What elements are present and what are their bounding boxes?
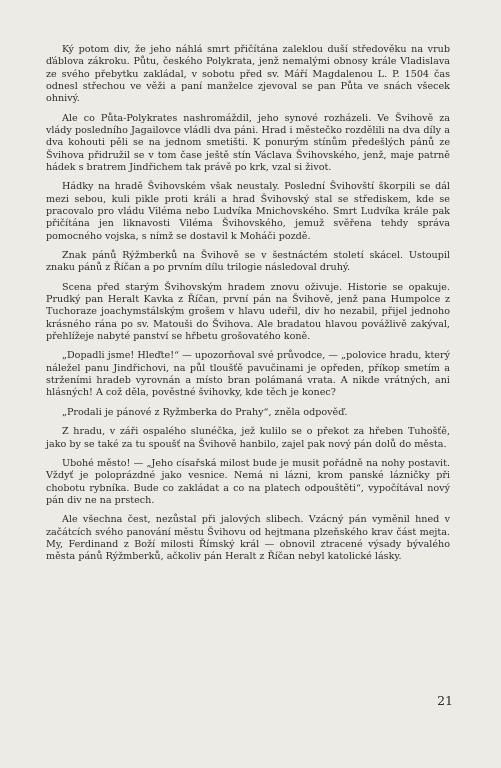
paragraph-1: Ký potom div, že jeho náhlá smrt přičítána zaleklou duší středověku na vrub ďáblova zákroku. Půtu, českého Polykrata, jenž nemalými obnosy krále Vladislava ze svého přebytku zakládal, v sobotu před sv. Máří Magdalenou L. P. 1504 čas odnesl střechou ve věži a paní manželce zjevoval se pan Půta ve snách všecek ohnivý. [46, 44, 450, 105]
body-text [46, 44, 450, 571]
paragraph-9: Ubohé město! — „Jeho císařská milost bude je musit pořádně na nohy postavit. Vždyť je poloprázdné jako vesnice. Nemá ni lázni, krom panské lázničky při chobotu rybníka. Bude co zakládat a co na platech odpouštěti“, vypočítával nový pán div ne na prstech. [46, 458, 450, 506]
paragraph-3: Hádky na hradě Švihovském však neustaly. Poslední Švihovští škorpili se dál mezi sebou, kuli pikle proti králi a hrad Švihovský stal se střediskem, kde se pracovalo pro vládu Viléma nebo Ludvíka Mnichovského. Smrt Ludvíka krále pak přičítána jen liknavosti Viléma Švihovského, jemuž svěřena tehdy správa pomocného vojska, s nímž se dostavil k Moháči pozdě. [46, 181, 450, 242]
paragraph-2: Ale co Půta-Polykrates nashromáždil, jeho synové rozházeli. Ve Švihově za vlády posledního Jagailovce vládli dva páni. Hrad i městečko rozdělili na dva díly a dva kohouti pěli se na jednom smetišti. K ponurým stínům předešlých pánů ze Švihova přidružil se v tom čase ještě stín Václava Švihovského, jenž, maje patrně hádek s bratrem Jindřichem tak právě po krk, vzal si život. [46, 112, 450, 173]
paragraph-5: Scena před starým Švihovským hradem znovu oživuje. Historie se opakuje. Prudký pan Heralt Kavka z Říčan, první pán na Švihově, jenž pana Humpolce z Tuchoraze joachymstálským grošem v hlavu udeřil, div ho nezabil, přijel jednoho krásného rána po sv. Matouši do Švihova. Ale bradatou hlavou povážlivě zakýval, přehlížeje nabyté panství se hřbetu grošovatého koně. [46, 281, 450, 342]
paragraph-4: Znak pánů Rýžmberků na Švihově se v šestnáctém století skácel. Ustoupil znaku pánů z Říčan a po prvním dílu trilogie následoval druhý. [46, 250, 450, 274]
paragraph-7: „Prodali je pánové z Ryžmberka do Prahy“, zněla odpověď. [62, 406, 348, 418]
paragraph-8: Z hradu, v záři ospalého slunéčka, jež kulilo se o překot za hřeben Tuhošťě, jako by se také za tu spoušť na Švihově hanbilo, zajel pak nový pán dolů do města. [46, 426, 450, 450]
paragraph-10: Ale všechna čest, nezůstal při jalových slibech. Vzácný pán vyměnil hned v začátcích svého panování městu Švihovu od hejtmana plzeňského krav část mejta. My, Ferdinand z Boží milosti Římský král — obnovil ztracené výsady bývalého města pánů Rýžmberků, ačkoliv pán Heralt z Říčan nebyl katolické lásky. [46, 514, 450, 563]
paragraph-6: „Dopadli jsme! Hleďte!“ — upozorňoval své průvodce, — „polovice hradu, který náležel panu Jindřichovi, na půl tloušťě pavučinami je opředen, příkop smetím a strženími hradeb vyrovnán a místo bran polámaná vrata. A nikde vrátných, ani hlásných! A což děla, pověstné švihovky, kde těch je konec? [46, 350, 450, 399]
page-number: 21 [437, 693, 453, 708]
